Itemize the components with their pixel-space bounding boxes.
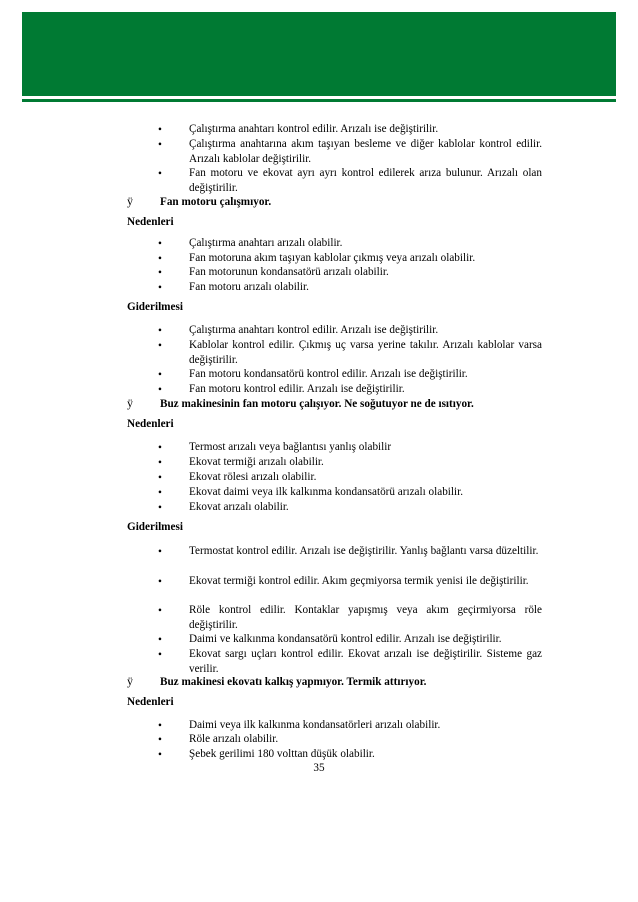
bullet: • (158, 442, 162, 454)
list-item: Fan motoru kontrol edilir. Arızalı ise değiştirilir. (189, 383, 405, 395)
list-item: Çalıştırma anahtarına akım taşıyan besleme ve diğer kablolar kontrol edilir. Arızalı kablolar değiştirilir. (189, 138, 542, 165)
bullet: • (158, 546, 162, 558)
bullet: • (158, 649, 162, 661)
causes-label: Nedenleri (127, 418, 174, 430)
list-item: Çalıştırma anahtarı kontrol edilir. Arızalı ise değiştirilir. (189, 123, 439, 135)
bullet: • (158, 749, 162, 761)
bullet: • (158, 472, 162, 484)
bullet: • (158, 734, 162, 746)
bullet: • (158, 168, 162, 180)
bullet: • (158, 634, 162, 646)
bullet: • (158, 384, 162, 396)
list-item: Ekovat sargı uçları kontrol edilir. Ekovat arızalı ise değiştirilir. Sisteme gaz verilir. (189, 648, 542, 675)
list-item: Fan motoruna akım taşıyan kablolar çıkmış veya arızalı olabilir. (189, 252, 476, 264)
bullet: • (158, 253, 162, 265)
causes-label: Nedenleri (127, 216, 174, 228)
bullet: • (158, 325, 162, 337)
bullet: • (158, 457, 162, 469)
list-item: Termostat kontrol edilir. Arızalı ise değiştirilir. Yanlış bağlantı varsa düzeltilir. (189, 545, 539, 557)
list-item: Ekovat arızalı olabilir. (189, 501, 289, 513)
heading-marker: ÿ (127, 674, 133, 688)
bullet: • (158, 487, 162, 499)
bullet: • (158, 576, 162, 588)
list-item: Ekovat termiği arızalı olabilir. (189, 456, 324, 468)
bullet: • (158, 267, 162, 279)
list-item: Fan motorunun kondansatörü arızalı olabilir. (189, 266, 389, 278)
header-rule (22, 99, 616, 102)
page-number: 35 (313, 762, 325, 774)
bullet: • (158, 369, 162, 381)
bullet: • (158, 340, 162, 352)
list-item: Termost arızalı veya bağlantısı yanlış olabilir (189, 441, 392, 453)
list-item: Ekovat daimi veya ilk kalkınma kondansatörü arızalı olabilir. (189, 486, 464, 498)
solution-label: Giderilmesi (127, 301, 183, 313)
list-item: Kablolar kontrol edilir. Çıkmış uç varsa yerine takılır. Arızalı kablolar varsa değiştirilir. (189, 339, 542, 366)
list-item: Çalıştırma anahtarı kontrol edilir. Arızalı ise değiştirilir. (189, 324, 439, 336)
heading-marker: ÿ (127, 194, 133, 208)
list-item: Fan motoru arızalı olabilir. (189, 281, 309, 293)
list-item: Daimi veya ilk kalkınma kondansatörleri arızalı olabilir. (189, 719, 441, 731)
list-item: Şebek gerilimi 180 volttan düşük olabilir. (189, 748, 375, 760)
bullet: • (158, 502, 162, 514)
bullet: • (158, 720, 162, 732)
bullet: • (158, 605, 162, 617)
heading-marker: ÿ (127, 396, 133, 410)
solution-label: Giderilmesi (127, 521, 183, 533)
list-item: Ekovat rölesi arızalı olabilir. (189, 471, 317, 483)
header-band (22, 12, 616, 96)
section-heading: Fan motoru çalışmıyor. (160, 196, 272, 208)
bullet: • (158, 139, 162, 151)
list-item: Daimi ve kalkınma kondansatörü kontrol edilir. Arızalı ise değiştirilir. (189, 633, 502, 645)
list-item: Çalıştırma anahtarı arızalı olabilir. (189, 237, 343, 249)
list-item: Ekovat termiği kontrol edilir. Akım geçmiyorsa termik yenisi ile değiştirilir. (189, 575, 529, 587)
list-item: Fan motoru ve ekovat ayrı ayrı kontrol edilerek arıza bulunur. Arızalı olan değiştirilir. (189, 167, 542, 194)
bullet: • (158, 282, 162, 294)
list-item: Röle arızalı olabilir. (189, 733, 279, 745)
causes-label: Nedenleri (127, 696, 174, 708)
list-item: Röle kontrol edilir. Kontaklar yapışmış veya akım geçirmiyorsa röle değiştirilir. (189, 604, 542, 631)
bullet: • (158, 238, 162, 250)
list-item: Fan motoru kondansatörü kontrol edilir. Arızalı ise değiştirilir. (189, 368, 468, 380)
bullet: • (158, 124, 162, 136)
section-heading: Buz makinesi ekovatı kalkış yapmıyor. Termik attırıyor. (160, 676, 427, 688)
section-heading: Buz makinesinin fan motoru çalışıyor. Ne soğutuyor ne de ısıtıyor. (160, 398, 474, 410)
